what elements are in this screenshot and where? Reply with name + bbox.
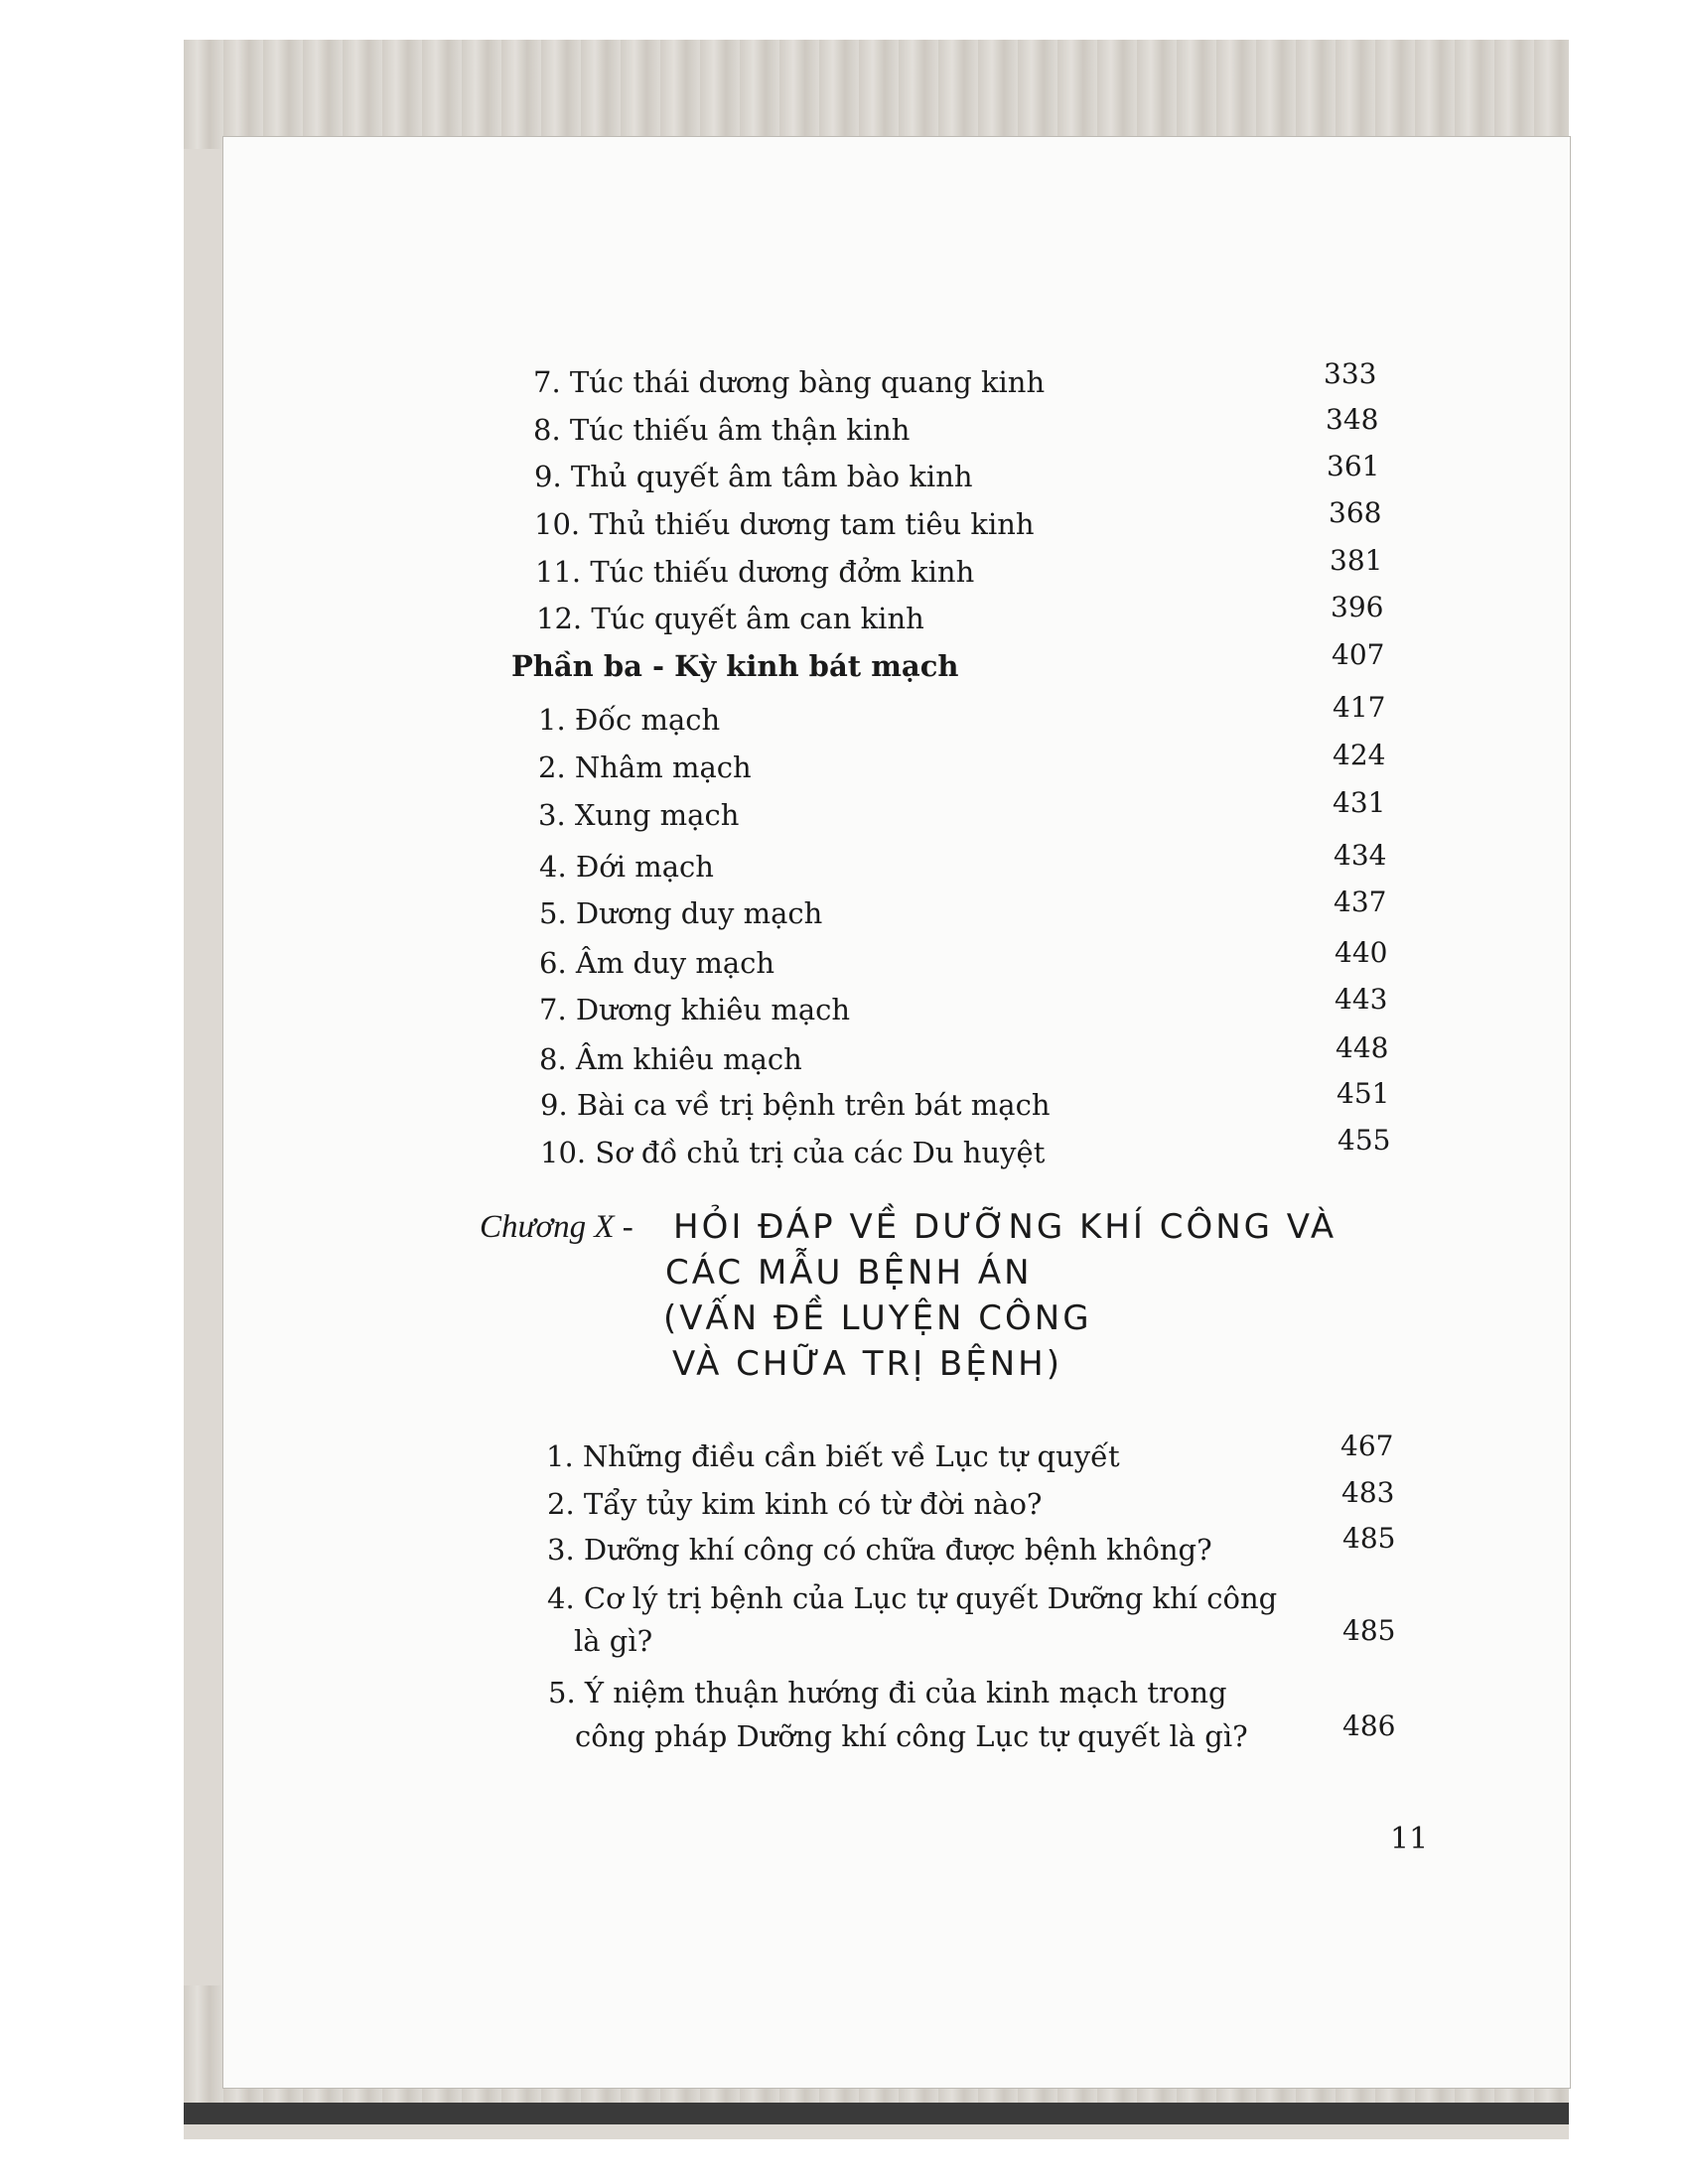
toc-entry-text: 7. Túc thái dương bàng quang kinh (533, 365, 1046, 399)
toc-entry-page: 443 (1335, 983, 1388, 1016)
toc-entry-text: 6. Âm duy mạch (539, 946, 775, 980)
toc-question-text: công pháp Dưỡng khí công Lục tự quyết là gì? (575, 1719, 1248, 1753)
chapter-title-line: CÁC MẪU BỆNH ÁN (665, 1253, 1033, 1293)
scan-shadow (184, 2103, 1569, 2124)
scan-top-edge (184, 40, 1569, 149)
toc-entry-page: 485 (1342, 1522, 1396, 1555)
toc-entry-page: 455 (1337, 1124, 1391, 1157)
toc-entry-page: 431 (1333, 786, 1386, 819)
toc-entry-text: 1. Đốc mạch (538, 703, 721, 737)
toc-entry-page: 451 (1336, 1077, 1390, 1110)
toc-entry-page: 368 (1329, 496, 1382, 529)
toc-entry-page: 486 (1342, 1709, 1396, 1742)
toc-entry-page: 381 (1330, 544, 1383, 577)
toc-entry-page: 333 (1324, 357, 1377, 390)
toc-entry-text: 5. Dương duy mạch (539, 896, 823, 930)
toc-entry-text: 7. Dương khiêu mạch (539, 993, 851, 1026)
chapter-title-line: VÀ CHỮA TRỊ BỆNH) (672, 1344, 1062, 1384)
toc-question-text: là gì? (574, 1624, 653, 1658)
toc-entry-page: 348 (1326, 403, 1379, 436)
toc-question-text: 1. Những điều cần biết về Lục tự quyết (546, 1439, 1120, 1473)
toc-entry-page: 407 (1332, 638, 1385, 671)
toc-entry-text: 4. Đới mạch (539, 850, 714, 884)
toc-question-text: 3. Dưỡng khí công có chữa được bệnh không? (547, 1533, 1212, 1567)
book-page (223, 137, 1570, 2088)
toc-entry-text: 2. Nhâm mạch (538, 751, 752, 784)
toc-entry-page: 437 (1334, 886, 1387, 918)
toc-entry-text: 10. Sơ đồ chủ trị của các Du huyệt (540, 1136, 1046, 1169)
toc-entry-text: 9. Bài ca về trị bệnh trên bát mạch (540, 1088, 1051, 1122)
chapter-title-line: HỎI ĐÁP VỀ DƯỠNG KHÍ CÔNG VÀ (673, 1207, 1337, 1247)
toc-entry-text: 9. Thủ quyết âm tâm bào kinh (534, 460, 973, 493)
chapter-title-line: (VẤN ĐỀ LUYỆN CÔNG (663, 1298, 1092, 1338)
toc-entry-page: 483 (1341, 1476, 1395, 1509)
toc-entry-page: 448 (1336, 1031, 1389, 1064)
toc-question-text: 5. Ý niệm thuận hướng đi của kinh mạch trong (548, 1676, 1227, 1709)
toc-entry-text: 3. Xung mạch (538, 798, 740, 832)
toc-entry-text: 12. Túc quyết âm can kinh (536, 602, 924, 635)
toc-entry-page: 485 (1342, 1614, 1396, 1647)
toc-entry-text: 10. Thủ thiếu dương tam tiêu kinh (534, 507, 1035, 541)
toc-entry-text: 11. Túc thiếu dương đởm kinh (535, 555, 975, 589)
toc-entry-text: 8. Túc thiếu âm thận kinh (533, 413, 911, 447)
toc-entry-page: 434 (1334, 839, 1387, 872)
toc-question-text: 2. Tẩy tủy kim kinh có từ đời nào? (547, 1487, 1043, 1521)
toc-entry-page: 424 (1333, 739, 1386, 771)
chapter-label: Chương X - (480, 1209, 633, 1245)
toc-entry-page: 417 (1333, 691, 1386, 724)
toc-entry-text: 8. Âm khiêu mạch (539, 1042, 802, 1076)
toc-entry-page: 396 (1331, 591, 1384, 623)
toc-section-heading: Phần ba - Kỳ kinh bát mạch (511, 649, 959, 683)
toc-entry-page: 361 (1327, 450, 1380, 482)
toc-entry-page: 440 (1335, 936, 1388, 969)
toc-entry-page: 467 (1340, 1430, 1394, 1462)
page-number: 11 (1390, 1822, 1429, 1856)
toc-question-text: 4. Cơ lý trị bệnh của Lục tự quyết Dưỡng khí công (547, 1581, 1278, 1615)
